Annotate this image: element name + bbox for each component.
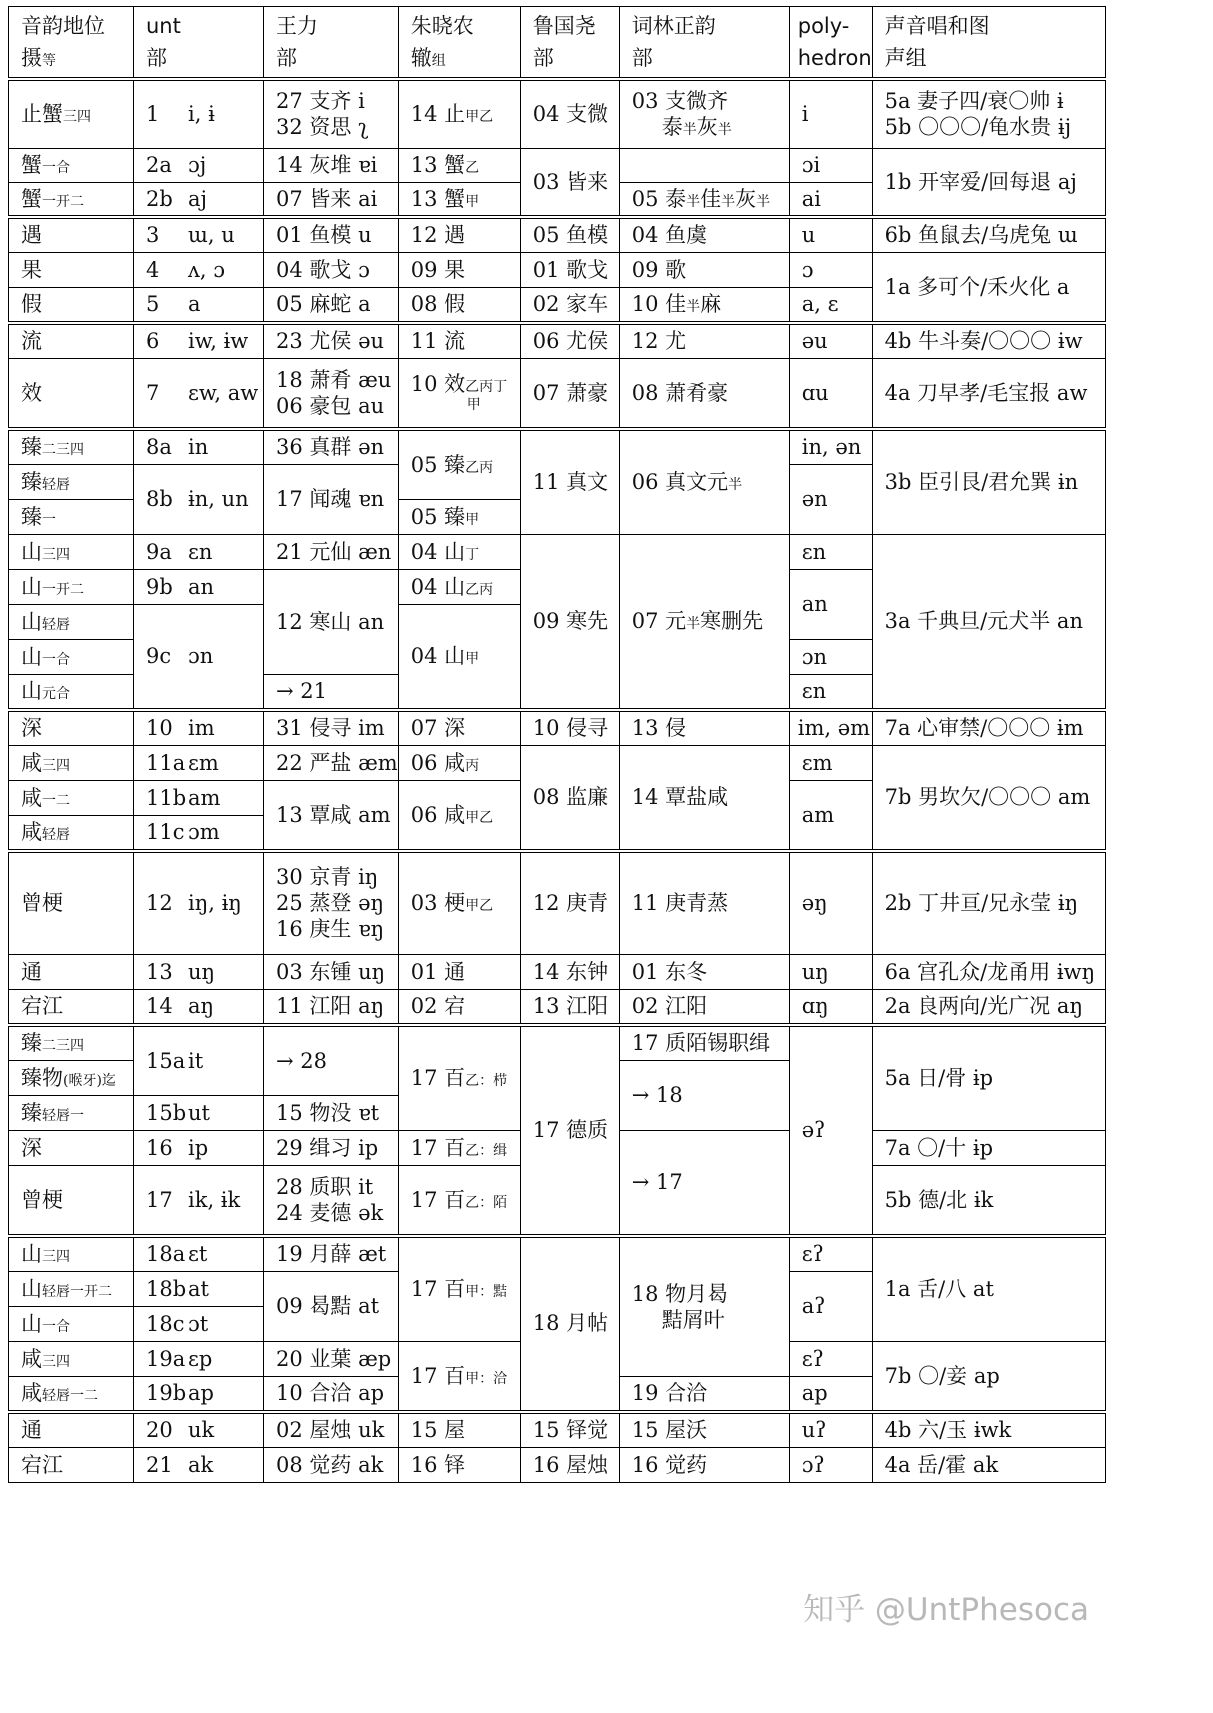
unt-cell: 18c ɔt	[134, 1307, 264, 1342]
rhyme-position: 遇	[9, 217, 134, 253]
polyhedron-cell: εʔ	[789, 1342, 872, 1377]
polyhedron-cell: uŋ	[789, 955, 872, 990]
polyhedron-cell: əŋ	[789, 851, 872, 955]
zhu-cell: 09 果	[398, 253, 520, 288]
unt-cell: 18bat	[134, 1272, 264, 1307]
lu-cell: 09 寒先	[520, 535, 619, 710]
table-row	[9, 79, 1106, 149]
cilin-cell: 01 东冬	[619, 955, 789, 990]
rhyme-position: 咸一二	[9, 781, 134, 816]
lu-cell: 10 侵寻	[520, 710, 619, 746]
polyhedron-cell: u	[789, 217, 872, 253]
zhu-cell: 17 百乙：陌	[398, 1166, 520, 1236]
zhu-cell: 17 百乙：缉	[398, 1131, 520, 1166]
table-row	[9, 1236, 1106, 1272]
rhyme-position: 咸轻唇一二	[9, 1377, 134, 1412]
wangli-cell: 20 业葉 æp	[264, 1342, 399, 1377]
table-row	[9, 535, 1106, 570]
polyhedron-cell: εʔ	[789, 1236, 872, 1272]
header-cell: 王力 部	[264, 7, 399, 79]
unt-cell: 3 ɯ, u	[134, 217, 264, 253]
unt-cell: 15a it	[134, 1025, 264, 1096]
unt-cell: 11c ɔm	[134, 816, 264, 851]
lu-cell: 18 月帖	[520, 1236, 619, 1412]
zhu-cell: 12 遇	[398, 217, 520, 253]
header-row	[9, 7, 1106, 79]
lu-cell: 12 庚青	[520, 851, 619, 955]
zhu-cell: 17 百甲：洽	[398, 1342, 520, 1412]
unt-cell: 19a εp	[134, 1342, 264, 1377]
table-row	[9, 253, 1106, 288]
polyhedron-cell: ap	[789, 1377, 872, 1412]
rhyme-position: 臻二三四	[9, 429, 134, 465]
lu-cell: 03 皆来	[520, 149, 619, 217]
zhu-cell: 06 咸丙	[398, 746, 520, 781]
header-cell: 朱晓农 辙组	[398, 7, 520, 79]
rhyme-position: 咸轻唇	[9, 816, 134, 851]
shengyin-cell: 6a 宫孔众/龙甬用 ɨwŋ	[872, 955, 1105, 990]
polyhedron-cell: im, əm	[789, 710, 872, 746]
zhu-cell: 08 假	[398, 288, 520, 323]
rhyme-position: 咸三四	[9, 746, 134, 781]
table-row	[9, 359, 1106, 429]
rhyme-position: 山元合	[9, 675, 134, 710]
polyhedron-cell: əʔ	[789, 1025, 872, 1236]
lu-cell: 04 支微	[520, 79, 619, 149]
wangli-cell: 11 江阳 aŋ	[264, 990, 399, 1025]
zhu-cell: 05 臻乙丙	[398, 429, 520, 500]
cilin-cell: 16 觉药	[619, 1448, 789, 1483]
shengyin-cell: 2b 丁井亘/兄永莹 ɨŋ	[872, 851, 1105, 955]
polyhedron-cell: uʔ	[789, 1412, 872, 1448]
polyhedron-cell: aʔ	[789, 1272, 872, 1342]
unt-cell: 18a εt	[134, 1236, 264, 1272]
header-cell: 词林正韵 部	[619, 7, 789, 79]
zhu-cell: 11 流	[398, 323, 520, 359]
unt-cell: 8b ɨn, un	[134, 465, 264, 535]
unt-cell: 17 ik, ɨk	[134, 1166, 264, 1236]
cilin-cell: 05 泰半佳半灰半	[619, 183, 789, 217]
zhu-cell: 01 通	[398, 955, 520, 990]
table-row	[9, 990, 1106, 1025]
table-row	[9, 851, 1106, 955]
wangli-cell: 15 物没 ɐt	[264, 1096, 399, 1131]
unt-cell: 20 uk	[134, 1412, 264, 1448]
shengyin-cell: 7a 〇/十 ɨp	[872, 1131, 1105, 1166]
polyhedron-cell: ɔi	[789, 149, 872, 183]
zhu-cell: 02 宕	[398, 990, 520, 1025]
zhu-cell: 10 效乙丙丁 甲	[398, 359, 520, 429]
polyhedron-cell: εn	[789, 535, 872, 570]
table-row	[9, 955, 1106, 990]
unt-cell: 15but	[134, 1096, 264, 1131]
polyhedron-cell: εn	[789, 675, 872, 710]
rhyme-position: 效	[9, 359, 134, 429]
wangli-cell: 12 寒山 an	[264, 570, 399, 675]
wangli-cell: 21 元仙 æn	[264, 535, 399, 570]
rhyme-position: 果	[9, 253, 134, 288]
unt-cell: 1 i, ɨ	[134, 79, 264, 149]
wangli-cell: 30 京青 iŋ 25 蒸登 əŋ 16 庚生 ɐŋ	[264, 851, 399, 955]
unt-cell: 6 iw, ɨw	[134, 323, 264, 359]
lu-cell: 06 尤侯	[520, 323, 619, 359]
polyhedron-cell: ɔ	[789, 253, 872, 288]
unt-cell: 9b an	[134, 570, 264, 605]
wangli-cell: 28 质职 it 24 麦德 ək	[264, 1166, 399, 1236]
wangli-cell: 29 缉习 ip	[264, 1131, 399, 1166]
rhyme-position: 山一合	[9, 640, 134, 675]
unt-cell: 9c ɔn	[134, 605, 264, 710]
lu-cell: 13 江阳	[520, 990, 619, 1025]
rhyme-position: 咸三四	[9, 1342, 134, 1377]
lu-cell: 15 铎觉	[520, 1412, 619, 1448]
lu-cell: 16 屋烛	[520, 1448, 619, 1483]
wangli-cell: → 28	[264, 1025, 399, 1096]
unt-cell: 5 a	[134, 288, 264, 323]
zhu-cell: 16 铎	[398, 1448, 520, 1483]
zhu-cell: 04 山甲	[398, 605, 520, 710]
wangli-cell: 27 支齐 i 32 资思 ʅ	[264, 79, 399, 149]
shengyin-cell: 1a 多可个/禾火化 a	[872, 253, 1105, 323]
shengyin-cell: 4b 六/玉 ɨwk	[872, 1412, 1105, 1448]
polyhedron-cell: ɔn	[789, 640, 872, 675]
zhu-cell: 03 梗甲乙	[398, 851, 520, 955]
cilin-cell: 02 江阳	[619, 990, 789, 1025]
unt-cell: 9a εn	[134, 535, 264, 570]
wangli-cell: 14 灰堆 ɐi	[264, 149, 399, 183]
unt-cell: 13 uŋ	[134, 955, 264, 990]
zhu-cell: 06 咸甲乙	[398, 781, 520, 851]
shengyin-cell: 3a 千典旦/元犬半 an	[872, 535, 1105, 710]
rhyme-table	[8, 6, 1106, 1483]
zhu-cell: 05 臻甲	[398, 500, 520, 535]
rhyme-position: 深	[9, 710, 134, 746]
zhu-cell: 04 山丁	[398, 535, 520, 570]
table-row	[9, 1412, 1106, 1448]
zhu-cell: 07 深	[398, 710, 520, 746]
table-row	[9, 217, 1106, 253]
cilin-cell: → 17	[619, 1131, 789, 1236]
polyhedron-cell: ɑu	[789, 359, 872, 429]
lu-cell: 14 东钟	[520, 955, 619, 990]
wangli-cell: 09 曷黠 at	[264, 1272, 399, 1342]
rhyme-position: 曾梗	[9, 851, 134, 955]
cilin-cell: 15 屋沃	[619, 1412, 789, 1448]
rhyme-position: 通	[9, 1412, 134, 1448]
unt-cell: 14 aŋ	[134, 990, 264, 1025]
header-cell: unt 部	[134, 7, 264, 79]
rhyme-position: 宕江	[9, 1448, 134, 1483]
cilin-cell: 07 元半寒删先	[619, 535, 789, 710]
cilin-cell	[619, 149, 789, 183]
header-cell: 鲁国尧 部	[520, 7, 619, 79]
shengyin-cell: 7b 〇/妾 ap	[872, 1342, 1105, 1412]
rhyme-position: 宕江	[9, 990, 134, 1025]
wangli-cell: 36 真群 ən	[264, 429, 399, 465]
cilin-cell: 18 物月曷 黠屑叶	[619, 1236, 789, 1377]
lu-cell: 11 真文	[520, 429, 619, 535]
zhu-cell: 04 山乙丙	[398, 570, 520, 605]
unt-cell: 2b aj	[134, 183, 264, 217]
rhyme-position: 臻轻唇一	[9, 1096, 134, 1131]
shengyin-cell: 3b 臣引艮/君允巽 ɨn	[872, 429, 1105, 535]
polyhedron-cell: ai	[789, 183, 872, 217]
polyhedron-cell: εm	[789, 746, 872, 781]
cilin-cell: 06 真文元半	[619, 429, 789, 535]
shengyin-cell: 5a 日/骨 ɨp	[872, 1025, 1105, 1131]
shengyin-cell: 7a 心审禁/〇〇〇 ɨm	[872, 710, 1105, 746]
wangli-cell: 01 鱼模 u	[264, 217, 399, 253]
cilin-cell: 19 合洽	[619, 1377, 789, 1412]
rhyme-position: 山三四	[9, 535, 134, 570]
rhyme-position: 山一合	[9, 1307, 134, 1342]
rhyme-position: 流	[9, 323, 134, 359]
rhyme-position: 止蟹三四	[9, 79, 134, 149]
wangli-cell: 23 尤侯 əu	[264, 323, 399, 359]
rhyme-position: 山轻唇一开二	[9, 1272, 134, 1307]
table-row	[9, 1025, 1106, 1061]
rhyme-position: 蟹一合	[9, 149, 134, 183]
polyhedron-cell: am	[789, 781, 872, 851]
unt-cell: 8a in	[134, 429, 264, 465]
wangli-cell: 10 合洽 ap	[264, 1377, 399, 1412]
polyhedron-cell: i	[789, 79, 872, 149]
unt-cell: 7 εw, aw	[134, 359, 264, 429]
zhu-cell: 17 百乙：栉	[398, 1025, 520, 1131]
wangli-cell: 05 麻蛇 a	[264, 288, 399, 323]
shengyin-cell: 7b 男坎欠/〇〇〇 am	[872, 746, 1105, 851]
unt-cell: 10 im	[134, 710, 264, 746]
rhyme-position: 曾梗	[9, 1166, 134, 1236]
polyhedron-cell: ɔʔ	[789, 1448, 872, 1483]
wangli-cell: 31 侵寻 im	[264, 710, 399, 746]
wangli-cell: 13 覃咸 am	[264, 781, 399, 851]
cilin-cell: 11 庚青蒸	[619, 851, 789, 955]
wangli-cell: 19 月薛 æt	[264, 1236, 399, 1272]
rhyme-position: 深	[9, 1131, 134, 1166]
cilin-cell: 03 支微齐 泰半灰半	[619, 79, 789, 149]
rhyme-position: 臻物(喉牙)迄	[9, 1061, 134, 1096]
shengyin-cell: 5b 德/北 ɨk	[872, 1166, 1105, 1236]
zhu-cell: 14 止甲乙	[398, 79, 520, 149]
zhu-cell: 13 蟹甲	[398, 183, 520, 217]
watermark: 知乎 @UntPhesoca	[803, 1592, 1089, 1628]
cilin-cell: 13 侵	[619, 710, 789, 746]
shengyin-cell: 6b 鱼鼠去/乌虎兔 ɯ	[872, 217, 1105, 253]
rhyme-position: 假	[9, 288, 134, 323]
header-cell: 音韵地位 摄等	[9, 7, 134, 79]
rhyme-position: 山轻唇	[9, 605, 134, 640]
polyhedron-cell: an	[789, 570, 872, 640]
cilin-cell: 09 歌	[619, 253, 789, 288]
rhyme-position: 山一开二	[9, 570, 134, 605]
table-row	[9, 323, 1106, 359]
table-row	[9, 1448, 1106, 1483]
unt-cell: 19bap	[134, 1377, 264, 1412]
table-row	[9, 710, 1106, 746]
rhyme-position: 蟹一开二	[9, 183, 134, 217]
unt-cell: 4 ʌ, ɔ	[134, 253, 264, 288]
rhyme-position: 臻轻唇	[9, 465, 134, 500]
table-row	[9, 429, 1106, 465]
shengyin-cell: 1b 开宰爱/回每退 aj	[872, 149, 1105, 217]
lu-cell: 08 监廉	[520, 746, 619, 851]
polyhedron-cell: in, ən	[789, 429, 872, 465]
zhu-cell: 17 百甲：黠	[398, 1236, 520, 1342]
lu-cell: 17 德质	[520, 1025, 619, 1236]
wangli-cell: 08 觉药 ak	[264, 1448, 399, 1483]
cilin-cell: 14 覃盐咸	[619, 746, 789, 851]
polyhedron-cell: əu	[789, 323, 872, 359]
lu-cell: 07 萧豪	[520, 359, 619, 429]
cilin-cell: 04 鱼虞	[619, 217, 789, 253]
unt-cell: 12 iŋ, ɨŋ	[134, 851, 264, 955]
shengyin-cell: 4a 刀早孝/毛宝报 aw	[872, 359, 1105, 429]
header-cell: poly- hedron	[789, 7, 872, 79]
wangli-cell: 02 屋烛 uk	[264, 1412, 399, 1448]
shengyin-cell: 1a 舌/八 at	[872, 1236, 1105, 1342]
polyhedron-cell: ən	[789, 465, 872, 535]
table-row	[9, 746, 1106, 781]
unt-cell: 16 ip	[134, 1131, 264, 1166]
wangli-cell: 07 皆来 ai	[264, 183, 399, 217]
shengyin-cell: 2a 良两向/光广况 aŋ	[872, 990, 1105, 1025]
unt-cell: 11a εm	[134, 746, 264, 781]
wangli-cell: 04 歌戈 ɔ	[264, 253, 399, 288]
lu-cell: 01 歌戈	[520, 253, 619, 288]
table-row	[9, 149, 1106, 183]
rhyme-position: 通	[9, 955, 134, 990]
shengyin-cell: 5a 妻子四/衰〇帅 ɨ 5b 〇〇〇/龟水贵 ɨj	[872, 79, 1105, 149]
unt-cell: 21 ak	[134, 1448, 264, 1483]
rhyme-position: 臻二三四	[9, 1025, 134, 1061]
shengyin-cell: 4a 岳/霍 ak	[872, 1448, 1105, 1483]
rhyme-position: 山三四	[9, 1236, 134, 1272]
zhu-cell: 13 蟹乙	[398, 149, 520, 183]
rhyme-position: 臻一	[9, 500, 134, 535]
polyhedron-cell: a, ε	[789, 288, 872, 323]
unt-cell: 2a ɔj	[134, 149, 264, 183]
unt-cell: 11bam	[134, 781, 264, 816]
wangli-cell: 17 闻魂 ɐn	[264, 465, 399, 535]
zhu-cell: 15 屋	[398, 1412, 520, 1448]
lu-cell: 05 鱼模	[520, 217, 619, 253]
wangli-cell: 18 萧肴 æu 06 豪包 au	[264, 359, 399, 429]
cilin-cell: → 18	[619, 1061, 789, 1131]
wangli-cell: 22 严盐 æm	[264, 746, 399, 781]
lu-cell: 02 家车	[520, 288, 619, 323]
cilin-cell: 10 佳半麻	[619, 288, 789, 323]
wangli-cell: → 21	[264, 675, 399, 710]
wangli-cell: 03 东锺 uŋ	[264, 955, 399, 990]
cilin-cell: 17 质陌锡职缉	[619, 1025, 789, 1061]
polyhedron-cell: ɑŋ	[789, 990, 872, 1025]
cilin-cell: 08 萧肴豪	[619, 359, 789, 429]
cilin-cell: 12 尤	[619, 323, 789, 359]
header-cell: 声音唱和图 声组	[872, 7, 1105, 79]
shengyin-cell: 4b 牛斗奏/〇〇〇 ɨw	[872, 323, 1105, 359]
